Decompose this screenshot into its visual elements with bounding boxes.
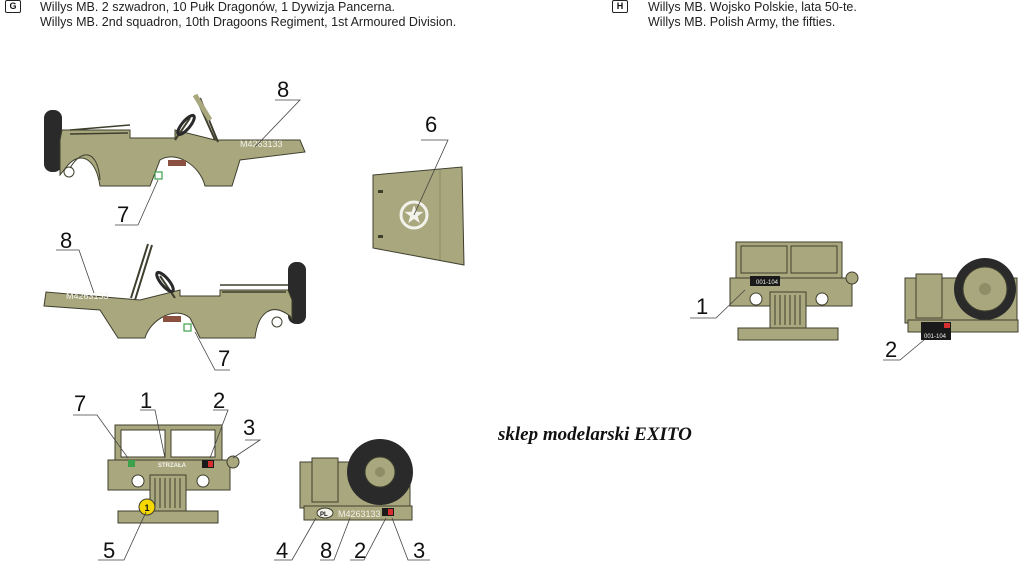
jeep-side-view-top [44,95,305,225]
version-h-caption-pl: Willys MB. Wojsko Polskie, lata 50-te. [648,0,857,14]
callout-bottom-7: 7 [218,346,231,371]
jeep-rear-view-g [274,439,430,563]
hood-serial-top: M4263133 [240,139,283,149]
jeep-rear-view-h [883,258,1018,360]
hood-serial-bottom: M4263133 [66,291,109,301]
jeep-side-view-bottom [44,244,306,370]
hood-panel [373,140,464,265]
version-g-badge: G [5,0,21,13]
green-square-marking [155,172,162,179]
callout-top-8: 8 [277,77,290,102]
version-g-caption-en: Willys MB. 2nd squadron, 10th Dragoons Regiment, 1st Armoured Division. [40,15,457,29]
rego-number-rear: 001-104 [924,334,947,340]
callout-top-7: 7 [117,202,130,227]
callout-rear-g-8: 8 [320,538,333,563]
spare-tire-icon [44,110,62,172]
callout-front-g-5: 5 [103,538,116,563]
version-h-caption-en: Willys MB. Polish Army, the fifties. [648,15,836,29]
callout-hood-6: 6 [425,112,438,137]
callout-bottom-8: 8 [60,228,73,253]
callout-front-g-3: 3 [243,415,256,440]
callout-front-h-1: 1 [696,294,709,319]
callout-rear-h-2: 2 [885,337,898,362]
callout-front-g-1: 1 [140,388,153,413]
jeep-front-view-g [73,410,260,563]
green-square-marking-2 [184,324,191,331]
pl-plate: PL [320,512,328,518]
green-square-marking-front [128,460,135,467]
bridge-number: 1 [144,503,150,513]
unit-flash-red [208,461,213,467]
callout-front-g-7: 7 [74,391,87,416]
callout-rear-g-4: 4 [276,538,289,563]
version-g-caption-pl: Willys MB. 2 szwadron, 10 Pułk Dragonów, 1 Dywizja Pancerna. [40,0,396,14]
rego-number-front: 001-104 [756,280,779,286]
callout-rear-g-2: 2 [354,538,367,563]
version-h-badge: H [612,0,628,13]
rear-serial: M4263133 [338,509,381,519]
jeep-front-view-h [690,242,858,340]
callout-front-g-2: 2 [213,388,226,413]
name-plate-strzala: STRZAŁA [158,463,186,469]
callout-rear-g-3: 3 [413,538,426,563]
shop-watermark: sklep modelarski EXITO [498,424,692,445]
